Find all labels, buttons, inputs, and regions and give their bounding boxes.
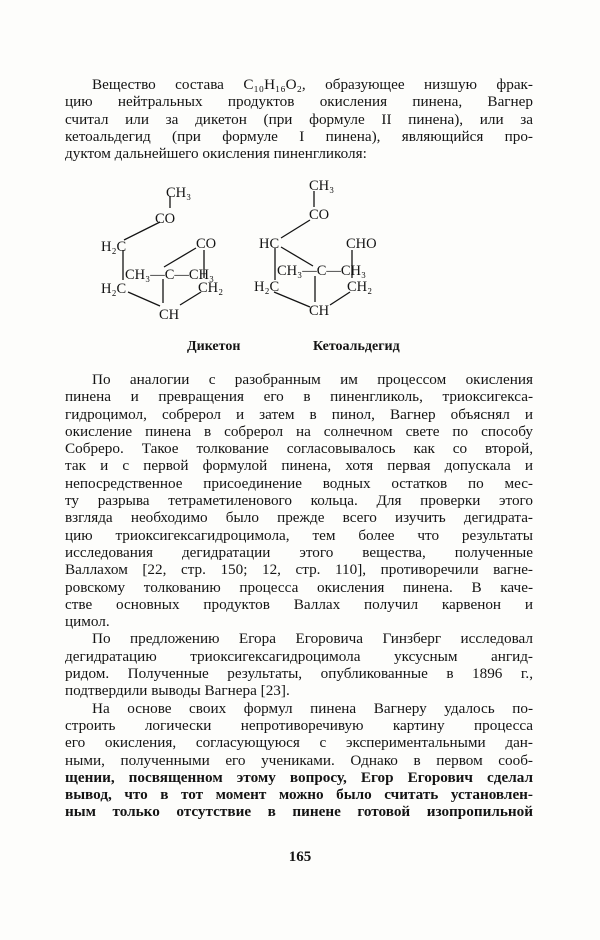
chemical-structures-figure — [0, 0, 600, 400]
text-line: щении, посвященном этому вопросу, Егор Егорович сделал — [65, 768, 533, 786]
text-line: непосредственное присоединение водных остатков по мес- — [65, 474, 533, 492]
label-h2c-upper: H₂C — [101, 239, 127, 255]
label-ch2-right: CH₂ — [198, 280, 224, 296]
text-line: вывод, что в тот момент можно было считать установлен- — [65, 786, 533, 804]
text-line: подтвердили выводы Вагнера [23]. — [65, 682, 290, 700]
label-ch-bottom: CH — [309, 303, 330, 319]
text-line: ным только отсутствие в пинене готовой изопропильной — [65, 803, 533, 821]
text-line: Валлахом [22, стр. 150; 12, стр. 110], противоречили вагне- — [65, 561, 533, 579]
text-line: По предложению Егора Егоровича Гинзберг исследовал — [92, 630, 533, 648]
page-number: 165 — [288, 849, 312, 865]
caption-diketone: Дикетон — [187, 339, 241, 354]
paragraph-3 — [65, 630, 533, 699]
caption-ketoaldehyde: Кетоальдегид — [313, 339, 400, 354]
text-line: На основе своих формул пинена Вагнеру удалось по- — [92, 699, 533, 717]
text-line: ными, полученными его учениками. Однако в первом сооб- — [65, 751, 533, 769]
text-line: ридом. Полученные результаты, опубликованные в 1896 г., — [65, 665, 533, 683]
body-text — [65, 371, 533, 821]
text-line: ровскому толкованию процесса окисления пинена. В каче- — [65, 578, 533, 596]
text-line: гидроцимол, собрерол и затем в пинол, Вагнер объяснял и — [65, 405, 533, 423]
label-ch-bottom: CH — [159, 307, 180, 323]
text-line: цимол. — [65, 613, 110, 631]
text-line: дегидратацию триоксигексагидроцимола уксусным ангид- — [65, 647, 533, 665]
text-line: По аналогии с разобранным им процессом окисления — [92, 371, 533, 388]
text-line: пинена и превращения его в пиненгликоль, триоксигекса- — [65, 388, 533, 406]
label-co-top: CO — [309, 207, 330, 223]
text-line: Собреро. Такое толкование согласовывалось как со второй, — [65, 440, 533, 458]
text-line: Вещество состава C₁₀H₁₆O₂, образующее низшую фрак- — [92, 76, 533, 93]
text-line: цию нейтральных продуктов окисления пинена, Вагнер — [65, 93, 533, 111]
text-line: цию триоксигексагидроцимола, тем более что результаты — [65, 526, 533, 544]
text-line: кетоальдегид (при формуле I пинена), являющийся про- — [65, 127, 533, 145]
text-line: его окисления, согласующуюся с экспериментальными дан- — [65, 734, 533, 752]
label-h2c-lower: H₂C — [101, 281, 127, 297]
ketoaldehyde-structure — [254, 178, 400, 354]
text-line: так и с первой формулой пинена, хотя первая допускала и — [65, 457, 533, 475]
label-ch3-top: CH₃ — [166, 185, 192, 201]
label-ch2-right: CH₂ — [347, 279, 373, 295]
diketone-structure — [101, 185, 240, 354]
label-co-right: CO — [196, 236, 217, 252]
text-line: дуктом дальнейшего окисления пиненгликоля: — [65, 145, 367, 163]
paragraph-2 — [65, 371, 533, 630]
label-bridge: CH₃—C—CH₃ — [277, 263, 367, 279]
text-line: окисление пинена в собрерол на солнечном свете по способу — [65, 422, 533, 440]
label-h2c-lower: H₂C — [254, 279, 280, 295]
label-ch3-top: CH₃ — [309, 178, 335, 194]
text-line: считал или за дикетон (при формуле II пинена), или за — [65, 110, 533, 128]
label-cho-right: CHO — [346, 236, 377, 252]
text-line: стве основных продуктов Валлах получил карвенон и — [65, 595, 533, 613]
label-co-top: CO — [155, 211, 176, 227]
paragraph-4 — [65, 700, 533, 821]
text-line: взгляда необходимо было прежде всего изучить дегидрата- — [65, 509, 533, 527]
label-bridge: CH₃—C—CH₃ — [125, 267, 215, 283]
text-line: ту разрыва тетраметиленового кольца. Для проверки этого — [65, 492, 533, 510]
text-line: исследования дегидратации этого вещества, полученные — [65, 543, 533, 561]
label-hc-upper: HC — [259, 236, 280, 252]
text-line: строить логически непротиворечивую картину процесса — [65, 716, 533, 734]
